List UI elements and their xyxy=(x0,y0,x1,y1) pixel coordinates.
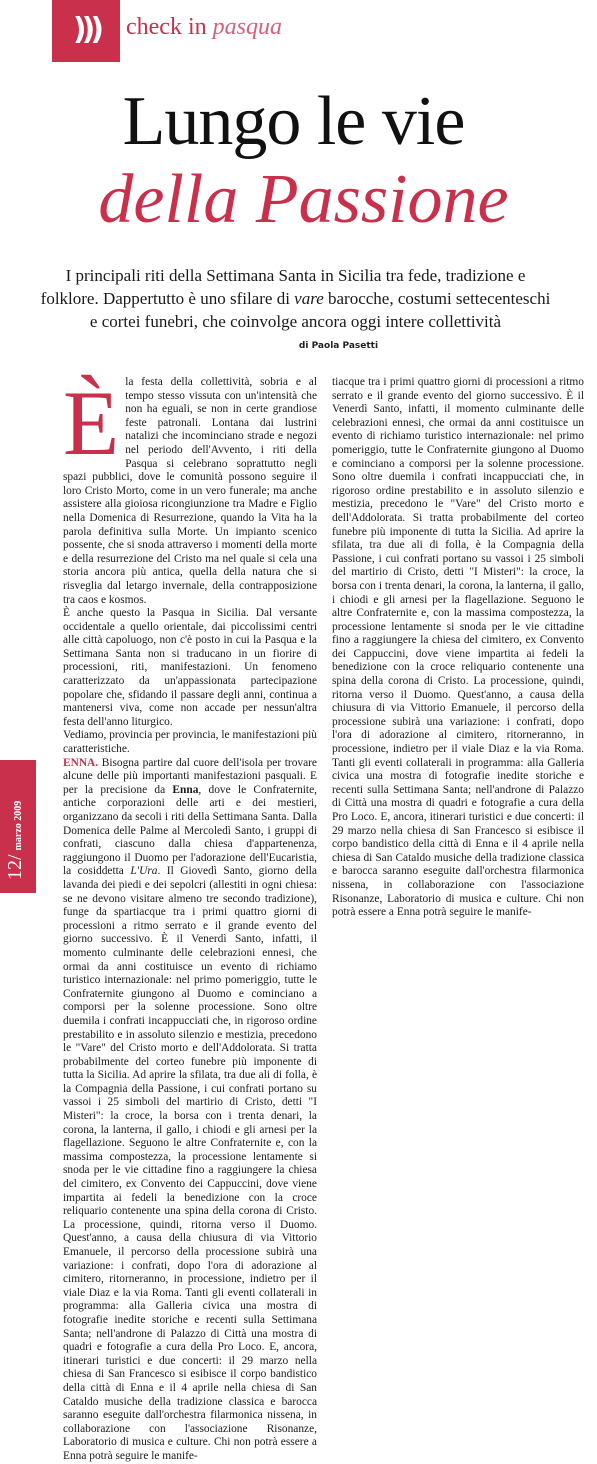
headline-line-1: Lungo le vie xyxy=(122,83,465,160)
section-tab xyxy=(52,0,120,62)
section-name: check in xyxy=(126,14,207,40)
section-topic: pasqua xyxy=(212,14,282,40)
article-column-left xyxy=(63,372,317,1462)
standfirst-part-1: I principali riti della Settimana Santa in Sicilia tra fede, tradizione e folklore. Dappertutto è uno sfilare di xyxy=(40,266,526,308)
standfirst xyxy=(38,264,553,333)
standfirst-part-2: barocche, costumi settecenteschi e cortei funebri, che coinvolge ancora oggi intere collettività xyxy=(89,289,551,331)
enna-text-c: , dove le Confraternite, antiche corporazioni delle arti e dei mestieri, organizzano da secoli i riti della Settimana Santa. Dalla Domenica delle Palme al Mercoledì Santo, i gruppi di confrati, ciascuno dalla chiesa d'appartenenza, raggiungono il Duomo per l'adorazione dell'Eucaristia, la cosiddetta xyxy=(63,783,317,878)
paragraph-enna-start xyxy=(63,757,317,1464)
headline-line-2: della Passione xyxy=(98,161,509,238)
section-marks: ))) xyxy=(72,12,100,47)
paragraph-intro: la festa della collettività, sobria e al tempo stesso vissuta con un'intensità che non ha eguali, se non in certe grandiose feste patronali. Lontana dai lustrini natalizi che incominciano strade e negozi nel periodo dell'Avvento, i riti della Pasqua si celebrano soprattutto negli spazi pubblici, dove le comunità possono seguire il loro Cristo Morto, come in un vero funerale; ma anche assistere alla gioiosa ricongiunzione tra Madre e Figlio nella Domenica di Resurrezione, quando la Vita ha la parola definitiva sulla Morte. Un impianto scenico possente, che si snoda attraverso i momenti della morte e della resurrezione del Cristo ma nel quale si cela una storia ancora più antica, quella della natura che si risveglia dal letargo invernale, della contrapposizione tra caos e kosmos. xyxy=(63,376,317,606)
enna-text-a: Bisogna partire dal cuore dell'isola per trovare alcune delle più importanti manifestazioni pasquali. E per la precisione da xyxy=(63,756,317,796)
drop-cap: È xyxy=(63,372,120,474)
paragraph-sicily: È anche questo la Pasqua in Sicilia. Dal versante occidentale a quello orientale, dai piccolissimi centri alle città capoluogo, non c'è posto in cui la Pasqua e la Settimana Santa non si traducano in un fiorire di processioni, riti, manifestazioni. Un fenomeno caratterizzato da un'appassionata partecipazione popolare che, sfidando il passare degli anni, continua a mantenersi viva, come non accade per nessun'altra festa dell'anno liturgico. xyxy=(63,607,317,728)
page-number: 12/ xyxy=(4,854,26,880)
enna-ura-italic: L'Ura xyxy=(130,865,158,878)
paragraph-provinces: Vediamo, provincia per provincia, le manifestazioni più caratteristiche. xyxy=(63,729,317,756)
section-label xyxy=(126,14,282,41)
issue-date: marzo 2009 xyxy=(13,800,24,851)
article-column-right xyxy=(332,376,584,919)
section-keyword-enna: ENNA. xyxy=(63,756,99,769)
paragraph-enna-continued: tiacque tra i primi quattro giorni di processioni a ritmo serrato e il grande evento del giorno successivo. È il Venerdì Santo, infatti, il momento culminante delle celebrazioni ennesi, che ormai da anni costituisce un evento di richiamo turistico internazionale: nel primo pomeriggio, tutte le Confraternite giungono al Duomo e cominciano a comporsi per la solenne processione. Sono oltre duemila i confrati incappucciati che, in rigoroso ordine prestabilito e in assoluto silenzio e mestizia, precedono le "Vare" del Cristo morto e dell'Addolorata. Si tratta probabilmente del corteo funebre più imponente di tutta la Sicilia. Ad aprire la sfilata, tra due ali di folla, è la Compagnia della Passione, i cui confrati portano su vassoi i 25 simboli del martirio di Cristo, detti "I Misteri": la croce, la borsa con i trenta denari, la corona, la lanterna, il gallo, i chiodi e gli arnesi per la flagellazione. Seguono le altre Confraternite e, con la massima compostezza, la processione lentamente si snoda per le vie cittadine fino a raggiungere la chiesa del cimitero, ex Convento dei Cappuccini, dove viene impartita ai fedeli la benedizione con la croce reliquario contenente una spina della corona di Cristo. La processione, quindi, ritorna verso il Duomo. Quest'anno, a causa della chiusura di via Vittorio Emanuele, il percorso della processione subirà una variazione: i confrati, dopo l'ora di adorazione al cimitero, ritorneranno, in processione, indietro per il viale Diaz e la via Roma. Tanti gli eventi collaterali in programma: alla Galleria civica una mostra di fotografie inedite storiche e recenti sulla Settimana Santa; nell'androne di Palazzo di Città una mostra di quadri e fotografie a cura della Pro Loco. E, ancora, itinerari turistici e due concerti: il 29 marzo nella chiesa di San Francesco si esibisce il corpo bandistico della città di Enna e il 4 aprile nella chiesa di San Cataldo musiche della tradizione classica e barocca saranno eseguite dall'orchestra filarmonica nissena, in collaborazione con l'associazione Risonanze, Laboratorio di musica e culture. Chi non potrà essere a Enna potrà seguire le manife- xyxy=(332,376,584,919)
standfirst-italic: vare xyxy=(294,289,324,308)
enna-bold: Enna xyxy=(172,783,199,796)
enna-text-e: . Il Giovedì Santo, giorno della lavanda dei piedi e dei sepolcri (allestiti in ogni chiesa: se ne devono visitare almeno tre secondo tradizione), funge da spartiacque tra i primi quattro giorni di processioni a ritmo serrato e il grande evento del giorno successivo. È il Venerdì Santo, infatti, il momento culminante delle celebrazioni ennesi, che ormai da anni costituisce un evento di richiamo turistico internazionale: nel primo pomeriggio, tutte le Confraternite giungono al Duomo e cominciano a comporsi per la solenne processione. Sono oltre duemila i confrati incappucciati che, in rigoroso ordine prestabilito e in assoluto silenzio e mestizia, precedono le "Vare" del Cristo morto e dell'Addolorata. Si tratta probabilmente del corteo funebre più imponente di tutta la Sicilia. Ad aprire la sfilata, tra due ali di folla, è la Compagnia della Passione, i cui confrati portano su vassoi i 25 simboli del martirio di Cristo, detti "I Misteri": la croce, la borsa con i trenta denari, la corona, la lanterna, il gallo, i chiodi e gli arnesi per la flagellazione. Seguono le altre Confraternite e, con la massima compostezza, la processione lentamente si snoda per le vie cittadine fino a raggiungere la chiesa del cimitero, ex Convento dei Cappuccini, dove viene impartita ai fedeli la benedizione con la croce reliquario contenente una spina della corona di Cristo. La processione, quindi, ritorna verso il Duomo. Quest'anno, a causa della chiusura di via Vittorio Emanuele, il percorso della processione subirà una variazione: i confrati, dopo l'ora di adorazione al cimitero, ritorneranno, in processione, indietro per il viale Diaz e la via Roma. Tanti gli eventi collaterali in programma: alla Galleria civica una mostra di fotografie inedite storiche e recenti sulla Settimana Santa; nell'androne di Palazzo di Città una mostra di quadri e fotografie a cura della Pro Loco. E, ancora, itinerari turistici e due concerti: il 29 marzo nella chiesa di San Francesco si esibisce il corpo bandistico della città di Enna e il 4 aprile nella chiesa di San Cataldo musiche della tradizione classica e barocca saranno eseguite dall'orchestra filarmonica nissena, in collaborazione con l'associazione Risonanze, Laboratorio di musica e culture. Chi non potrà essere a Enna potrà seguire le manife- xyxy=(63,865,317,1462)
byline: di Paola Pasetti xyxy=(298,341,379,351)
page-folio xyxy=(4,801,27,880)
